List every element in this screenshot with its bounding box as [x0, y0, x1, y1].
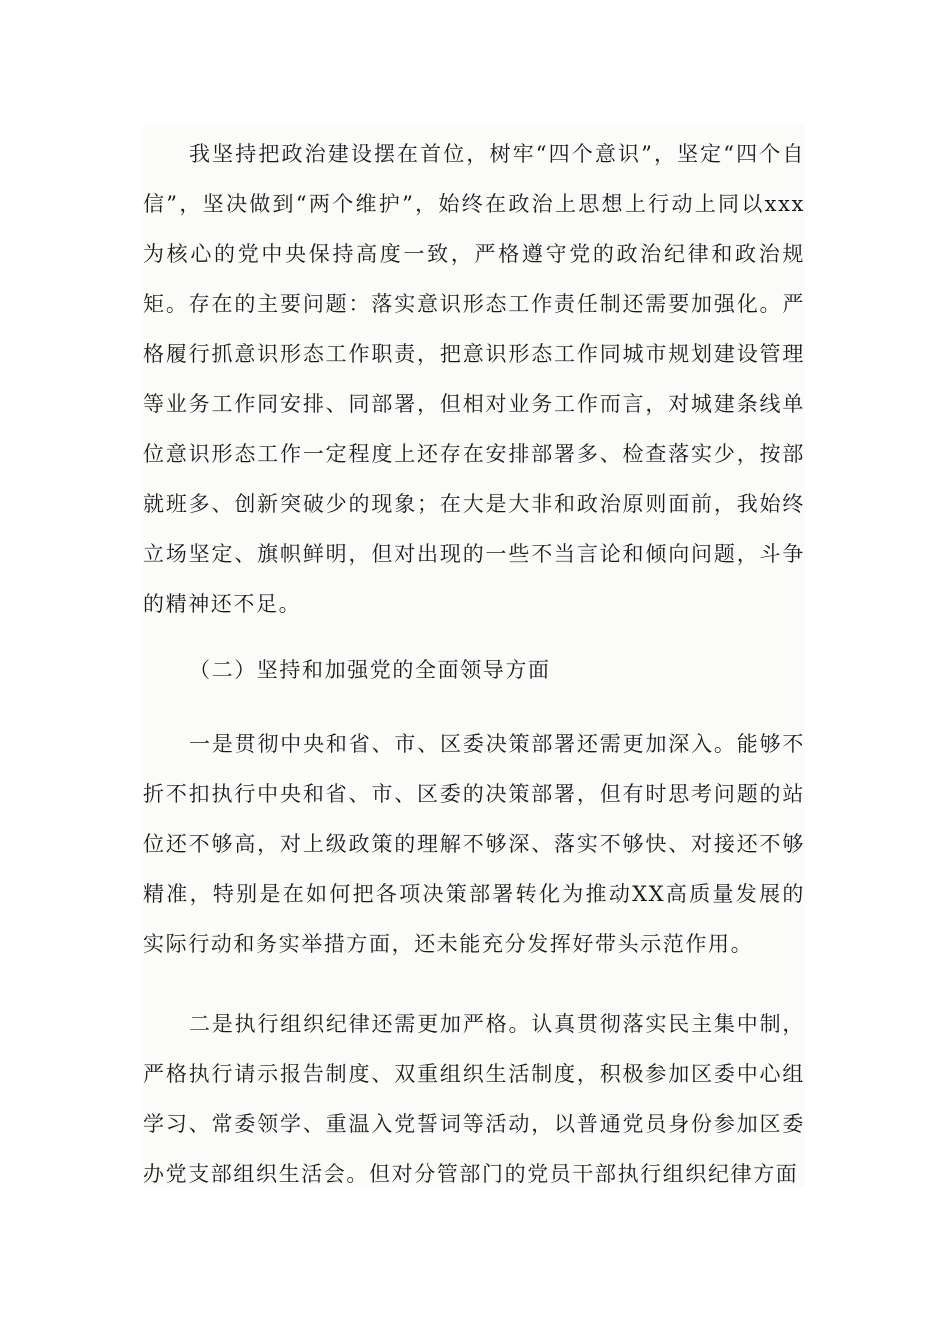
- section-heading-party-leadership: （二）坚持和加强党的全面领导方面: [189, 658, 551, 682]
- document-text-block: [143, 124, 805, 1187]
- paragraph-organizational-discipline: 二是执行组织纪律还需更加严格。认真贯彻落实民主集中制，严格执行请示报告制度、双重组织生活制度，积极参加区委中心组学习、常委领学、重温入党誓词等活动，以普通党员身份参加区委办党支部组织生活会。但对分管部门的党员干部执行组织纪律方面: [143, 1012, 805, 1186]
- paragraph-decision-implementation: 一是贯彻中央和省、市、区委决策部署还需更加深入。能够不折不扣执行中央和省、市、区委的决策部署，但有时思考问题的站位还不够高，对上级政策的理解不够深、落实不够快、对接还不够精准，特别是在如何把各项决策部署转化为推动XX高质量发展的实际行动和务实举措方面，还未能充分发挥好带头示范作用。: [143, 732, 805, 956]
- paragraph-political-building: 我坚持把政治建设摆在首位，树牢“四个意识”，坚定“四个自信”，坚决做到“两个维护”，始终在政治上思想上行动上同以xxx为核心的党中央保持高度一致，严格遵守党的政治纪律和政治规矩。存在的主要问题：落实意识形态工作责任制还需要加强化。严格履行抓意识形态工作职责，把意识形态工作同城市规划建设管理等业务工作同安排、同部署，但相对业务工作而言，对城建条线单位意识形态工作一定程度上还存在安排部署多、检查落实少，按部就班多、创新突破少的现象；在大是大非和政治原则面前，我始终立场坚定、旗帜鲜明，但对出现的一些不当言论和倾向问题，斗争的精神还不足。: [143, 142, 805, 616]
